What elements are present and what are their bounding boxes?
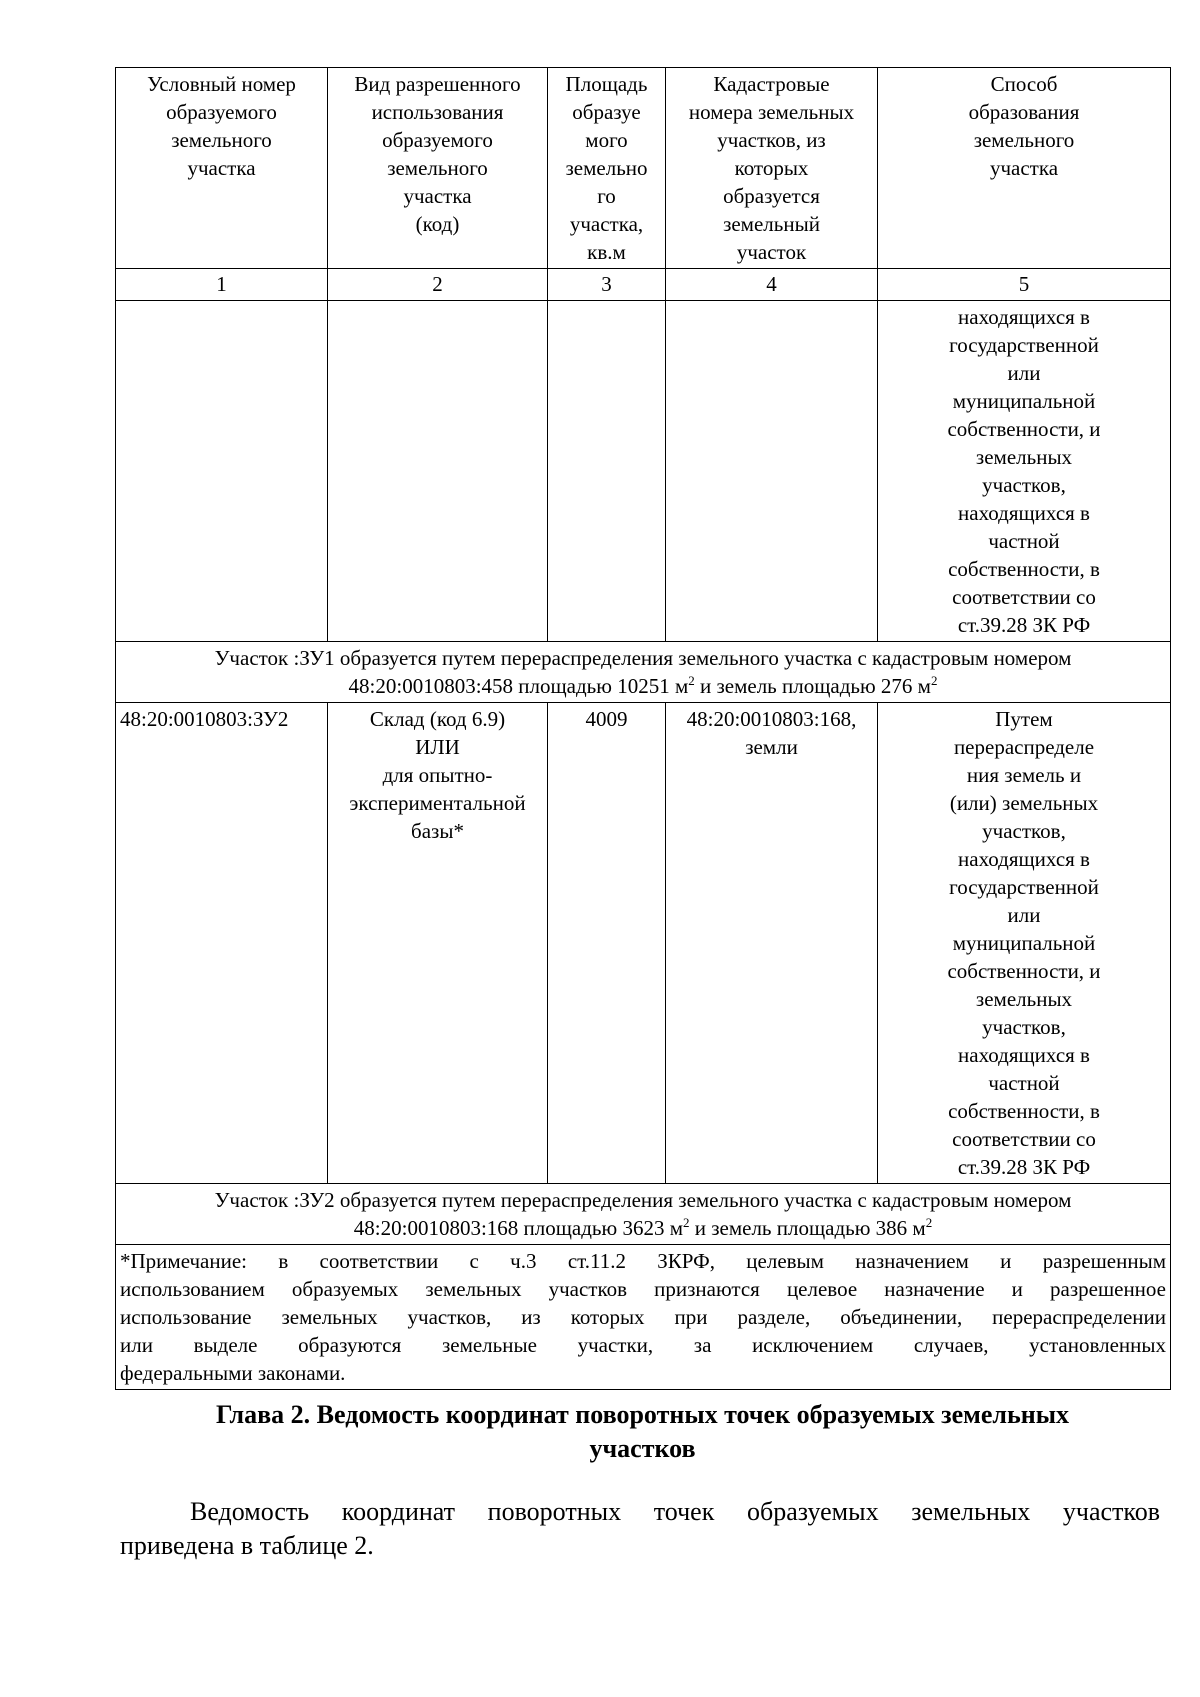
- column-number: 2: [328, 269, 548, 301]
- empty-cell: [116, 301, 328, 642]
- continued-method-cell: находящихся в государственной или муниципальной собственности, и земельных участков, находящихся в частной собственности, в соответствии со ст.39.28 ЗК РФ: [878, 301, 1171, 642]
- plot-number-cell: 48:20:0010803:ЗУ2: [116, 703, 328, 1184]
- header-formation-method: Способ образования земельного участка: [878, 68, 1171, 269]
- document-page: [115, 67, 1170, 1390]
- column-number: 1: [116, 269, 328, 301]
- header-plot-number: Условный номер образуемого земельного участка: [116, 68, 328, 269]
- continued-row: [116, 301, 1171, 642]
- note-zu2-row: [116, 1184, 1171, 1245]
- land-plots-table: [115, 67, 1171, 1390]
- table-row-zu2: [116, 703, 1171, 1184]
- header-area: Площадь образуе мого земельно го участка, кв.м: [548, 68, 666, 269]
- footnote: *Примечание: в соответствии с ч.3 ст.11.2 ЗКРФ, целевым назначением и разрешенным использованием образуемых земельных участков признаются целевое назначение и разрешенное использование земельных участков, из которых при разделе, объединении, перераспределении или выделе образуются земельные участки, за исключением случаев, установленных федеральными законами.: [116, 1245, 1171, 1390]
- empty-cell: [328, 301, 548, 642]
- cadastral-cell: 48:20:0010803:168, земли: [666, 703, 878, 1184]
- column-number: 4: [666, 269, 878, 301]
- table-header-row: [116, 68, 1171, 269]
- note-zu2: Участок :ЗУ2 образуется путем перераспределения земельного участка с кадастровым номером 48:20:0010803:168 площадью 3623 $м^2$ и земель площадью 386 $м^2$: [116, 1184, 1171, 1245]
- header-permitted-use: Вид разрешенного использования образуемого земельного участка (код): [328, 68, 548, 269]
- empty-cell: [548, 301, 666, 642]
- note-zu1-row: [116, 642, 1171, 703]
- footnote-row: [116, 1245, 1171, 1390]
- note-zu1: Участок :ЗУ1 образуется путем перераспределения земельного участка с кадастровым номером 48:20:0010803:458 площадью 10251 $м^2$ и земель площадью 276 $м^2$: [116, 642, 1171, 703]
- formation-method-cell: Путем перераспределе ния земель и (или) земельных участков, находящихся в государственной или муниципальной собственности, и земельных участков, находящихся в частной собственности, в соответствии со ст.39.28 ЗК РФ: [878, 703, 1171, 1184]
- header-cadastral-numbers: Кадастровые номера земельных участков, из которых образуется земельный участок: [666, 68, 878, 269]
- body-paragraph: Ведомость координат поворотных точек образуемых земельных участков приведена в таблице 2.: [120, 1497, 1160, 1560]
- area-cell: 4009: [548, 703, 666, 1184]
- empty-cell: [666, 301, 878, 642]
- permitted-use-cell: Склад (код 6.9) ИЛИ для опытно- экспериментальной базы*: [328, 703, 548, 1184]
- column-numbers-row: [116, 269, 1171, 301]
- column-number: 5: [878, 269, 1171, 301]
- column-number: 3: [548, 269, 666, 301]
- chapter-title: Глава 2. Ведомость координат поворотных точек образуемых земельных участков: [215, 1400, 1070, 1463]
